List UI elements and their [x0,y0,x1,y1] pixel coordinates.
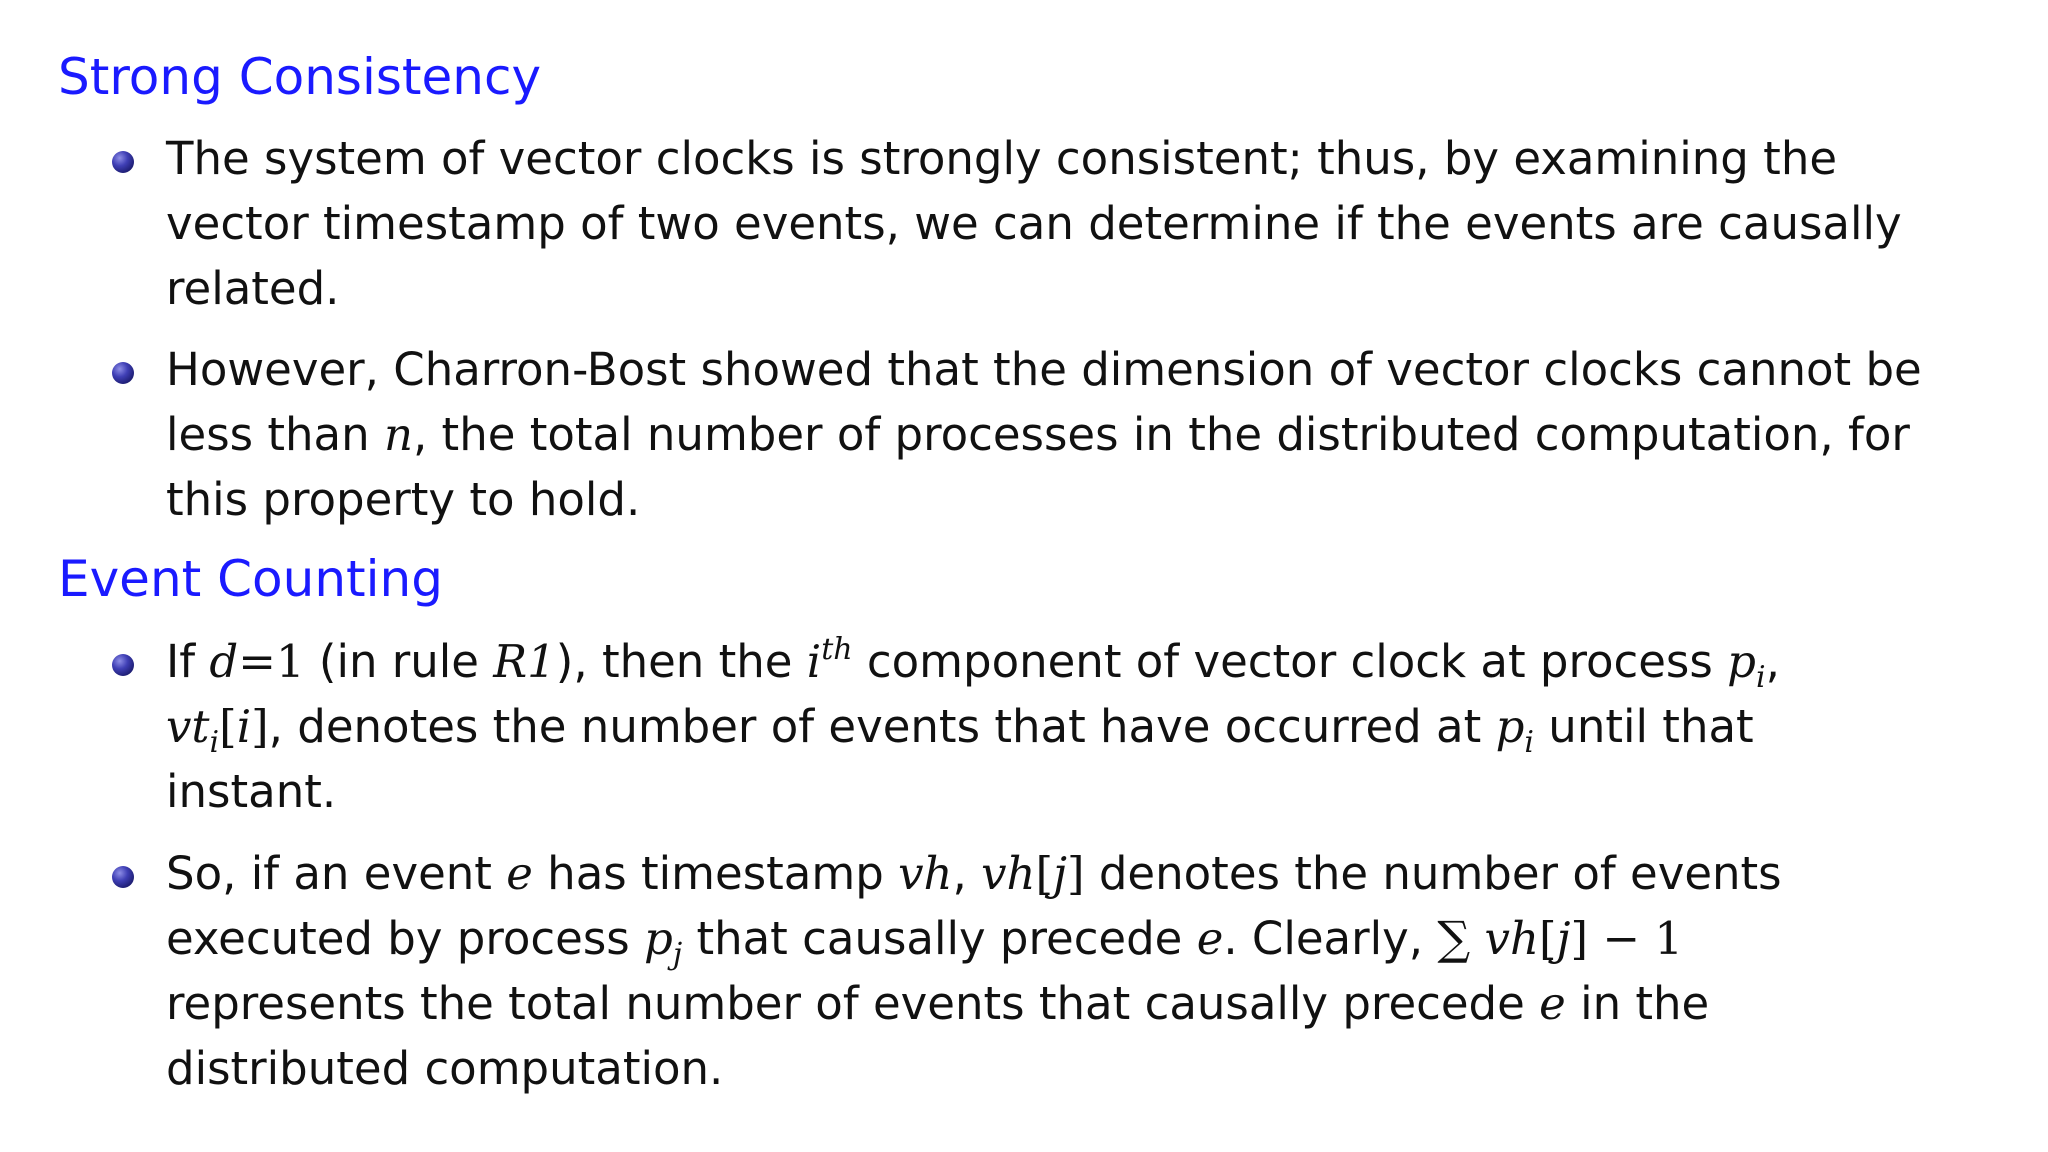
math-j: j [1556,912,1571,965]
bullet-event-counting-1 [166,629,1966,824]
text-fragment: ), then the [555,635,807,688]
text-line: However, Charron-Bost showed that the dimension of vector clocks cannot be [166,343,1922,396]
math-d: d [209,635,239,688]
math-p: p [1727,635,1756,688]
text-fragment: denotes the number of events [1084,847,1782,900]
math-i: i [806,635,822,688]
math-index: i [236,700,252,753]
section-heading-event-counting: Event Counting [58,550,443,608]
text-line: distributed computation. [166,1042,724,1095]
text-fragment: has timestamp [532,847,899,900]
text-fragment: less than [166,408,384,461]
math-p: p [644,912,673,965]
bullet-icon [112,654,134,676]
text-line: vector timestamp of two events, we can determine if the events are causally [166,197,1902,250]
text-line: this property to hold. [166,473,641,526]
math-bracket: [ [219,700,237,753]
math-bracket: [ [1035,847,1054,900]
text-fragment: , denotes the number of events that have occurred at [268,700,1496,753]
text-fragment: that causally precede [682,912,1197,965]
math-n: n [383,408,413,461]
math-superscript: th [821,632,853,667]
math-bracket: [ [1538,912,1557,965]
bullet-icon [112,362,134,384]
math-bracket: ] [1067,847,1085,900]
math-subscript: i [209,725,220,760]
text-line [166,906,1966,971]
text-line: The system of vector clocks is strongly consistent; thus, by examining the [166,132,1838,185]
bullet-strong-consistency-1 [166,126,1966,321]
math-e: e [506,847,533,900]
math-e: e [1539,977,1566,1030]
text-fragment: , [1765,635,1780,688]
bullet-icon [112,866,134,888]
text-fragment: executed by process [166,912,645,965]
math-vt: vt [166,700,210,753]
bullet-strong-consistency-2 [166,337,1966,532]
text-line [166,841,1966,906]
text-line [166,694,1966,759]
math-bracket: ] [251,700,269,753]
math-subscript: i [1755,660,1766,695]
section-heading-strong-consistency: Strong Consistency [58,48,542,106]
math-subscript: j [672,937,683,972]
bullet-event-counting-2 [166,841,1966,1101]
math-p: p [1495,700,1525,753]
bullet-icon [112,151,134,173]
math-e: e [1196,912,1224,965]
text-line: related. [166,262,340,315]
math-subscript: i [1524,725,1534,760]
text-fragment: , the total number of processes in the distributed computation, for [412,408,1910,461]
math-j: j [1053,847,1067,900]
text-fragment: in the [1565,977,1710,1030]
text-fragment: If [166,635,210,688]
text-fragment: . Clearly, [1223,912,1438,965]
math-vh: vh [1470,912,1539,965]
text-line: instant. [166,765,337,818]
text-line [166,402,1966,467]
text-fragment: represents the total number of events that causally precede [166,977,1540,1030]
math-bracket: ] [1570,912,1589,965]
text-fragment: component of vector clock at process [852,635,1728,688]
text-fragment: , [952,847,982,900]
math-vh: vh [898,847,953,900]
math-rule: R1 [493,635,556,688]
math-vh: vh [981,847,1036,900]
text-fragment: until that [1534,700,1754,753]
text-fragment: So, if an event [166,847,507,900]
text-line [166,971,1966,1036]
math-eq: =1 [238,635,305,688]
math-minus-one: − 1 [1588,912,1683,965]
text-line [166,629,1966,694]
sum-symbol: ∑ [1437,911,1471,965]
text-fragment: (in rule [304,635,494,688]
